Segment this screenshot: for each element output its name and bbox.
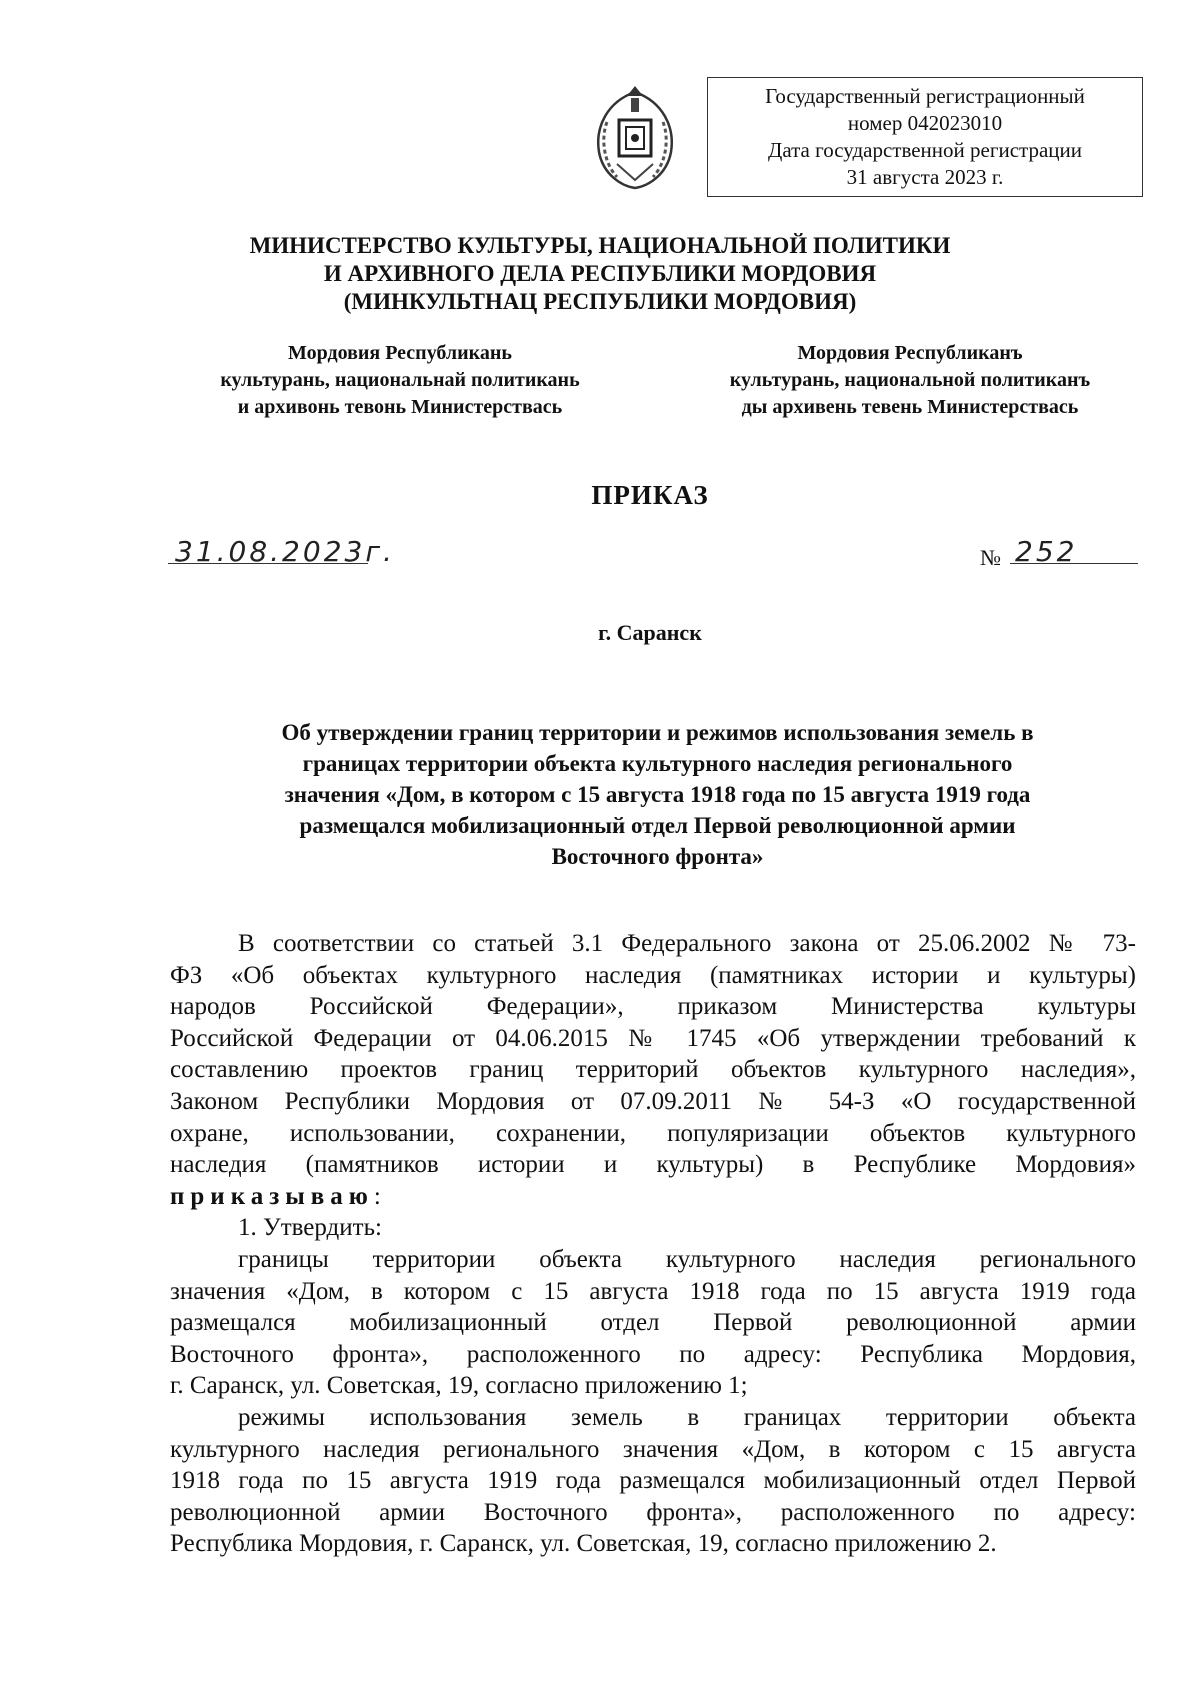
preamble-line: ФЗ «Об объектах культурного наследия (памятниках истории и культуры): [170, 961, 1136, 989]
preamble-line: охране, использовании, сохранении, популяризации объектов культурного: [170, 1119, 1136, 1147]
borders-line: границы территории объекта культурного наследия регионального: [238, 1246, 1136, 1273]
ministry-line-3: (МИНКУЛЬТНАЦ РЕСПУБЛИКИ МОРДОВИЯ): [343, 289, 857, 314]
subject-line: значения «Дом, в котором с 15 августа 1918 года по 15 августа 1919 года: [284, 782, 1031, 807]
moksha-line: Мордовия Республикань: [287, 342, 512, 364]
regimes-line: Республика Мордовия, г. Саранск, ул. Советская, 19, согласно приложению 2.: [170, 1530, 997, 1558]
erzya-line: Мордовия Республиканъ: [797, 342, 1023, 364]
borders-line: размещался мобилизационный отдел Первой революционной армии: [170, 1309, 1136, 1337]
ministry-name-moksha: [170, 340, 630, 421]
order-number: 252: [1015, 535, 1078, 568]
subject-line: границах территории объекта культурного наследия регионального: [302, 751, 1013, 776]
registration-date: 31 августа 2023 г.: [846, 165, 1004, 189]
ministry-heading: [0, 232, 1200, 316]
order-verb: приказываю: [170, 1182, 374, 1210]
moksha-line: культурань, национальнай политикань: [220, 369, 580, 391]
preamble-line: Российской Федерации от 04.06.2015 № 1745 «Об утверждении требований к: [170, 1024, 1136, 1052]
order-verb-colon: :: [373, 1182, 381, 1210]
registration-number: номер 042023010: [847, 111, 1003, 135]
borders-line: г. Саранск, ул. Советская, 19, согласно приложению 1;: [170, 1372, 748, 1400]
ministry-line-2: И АРХИВНОГО ДЕЛА РЕСПУБЛИКИ МОРДОВИЯ: [323, 261, 877, 286]
regimes-line: режимы использования земель в границах территории объекта: [238, 1404, 1136, 1431]
city: г. Саранск: [598, 620, 702, 645]
subject-line: Об утверждении границ территории и режимов использования земель в: [281, 720, 1034, 745]
document-title: ПРИКАЗ: [591, 480, 709, 510]
ministry-name-erzya: [680, 340, 1140, 421]
subject-line: Восточного фронта»: [551, 844, 764, 869]
borders-line: значения «Дом, в котором с 15 августа 1918 года по 15 августа 1919 года: [170, 1277, 1136, 1305]
order-subject: [190, 717, 1125, 872]
borders-line: Восточного фронта», расположенного по адресу: Республика Мордовия,: [170, 1340, 1136, 1368]
order-date: 31.08.2023г.: [175, 535, 395, 568]
regimes-line: 1918 года по 15 августа 1919 года размещался мобилизационный отдел Первой: [170, 1467, 1136, 1495]
regimes-line: революционной армии Восточного фронта», расположенного по адресу:: [170, 1498, 1136, 1526]
coat-of-arms-emblem: [587, 82, 683, 192]
preamble-line: народов Российской Федерации», приказом Министерства культуры: [170, 993, 1136, 1021]
paragraph-borders: [170, 1244, 1136, 1402]
item-1-heading: 1. Утвердить:: [238, 1214, 382, 1242]
registration-line-3: Дата государственной регистрации: [768, 138, 1082, 162]
preamble-line: В соответствии со статьей 3.1 Федерального закона от 25.06.2002 № 73-: [238, 930, 1136, 957]
erzya-line: культурань, национальной политиканъ: [729, 369, 1091, 391]
order-verb-line: [170, 1181, 1136, 1213]
preamble-line: составлению проектов границ территорий объектов культурного наследия»,: [170, 1056, 1136, 1084]
regimes-line: культурного наследия регионального значения «Дом, в котором с 15 августа: [170, 1435, 1136, 1463]
number-sign: №: [980, 545, 1001, 570]
moksha-line: и архивонь тевонь Министерствась: [237, 396, 563, 418]
preamble-line: наследия (памятников истории и культуры) в Республике Мордовия»: [170, 1151, 1136, 1179]
preamble: [170, 928, 1136, 1244]
ministry-line-1: МИНИСТЕРСТВО КУЛЬТУРЫ, НАЦИОНАЛЬНОЙ ПОЛИТИКИ: [249, 233, 951, 258]
subject-line: размещался мобилизационный отдел Первой революционной армии: [299, 813, 1016, 838]
preamble-line: Законом Республики Мордовия от 07.09.2011 № 54-З «О государственной: [170, 1087, 1136, 1115]
paragraph-regimes: [170, 1402, 1136, 1560]
registration-line-1: Государственный регистрационный: [765, 84, 1085, 108]
erzya-line: ды архивень тевень Министерствась: [741, 396, 1079, 418]
registration-stamp: [707, 77, 1143, 197]
